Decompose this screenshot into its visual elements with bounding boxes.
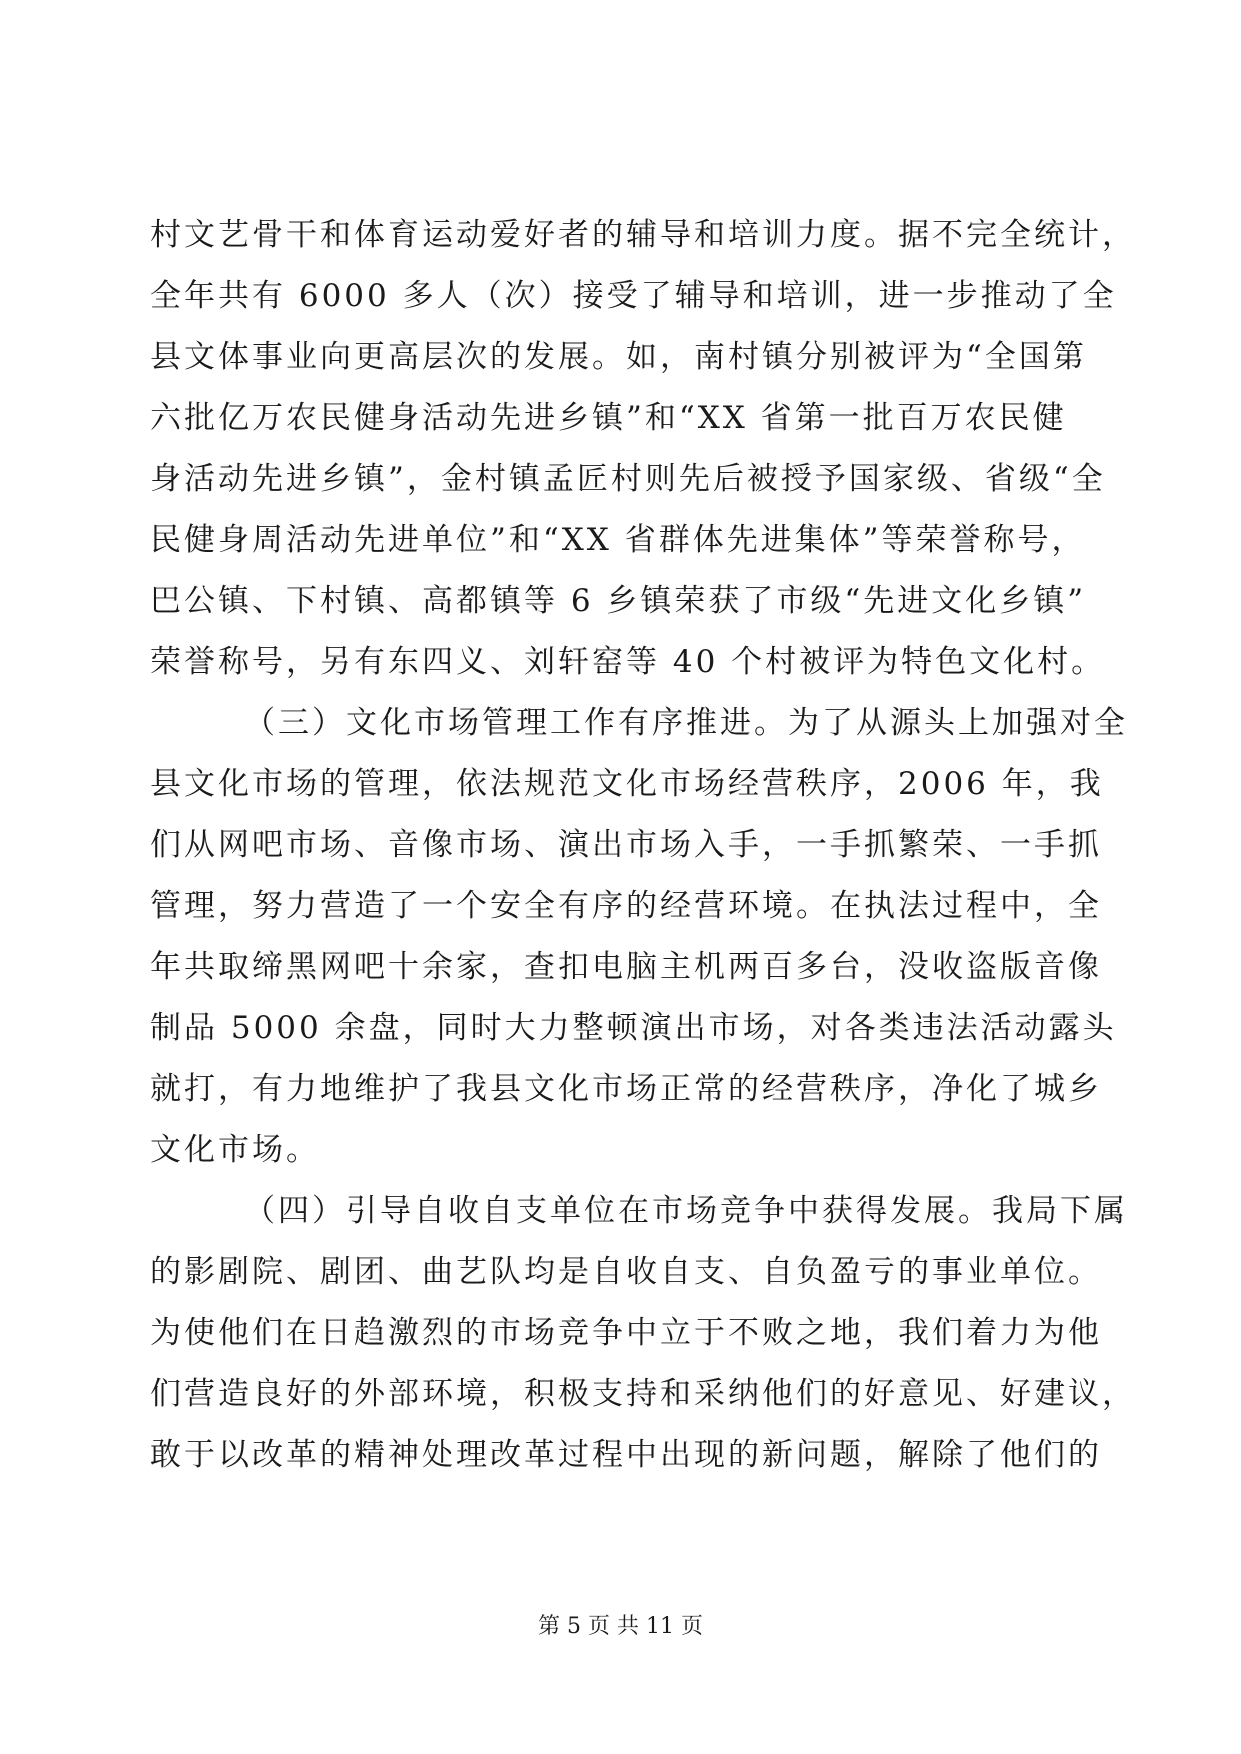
text-line: 全年共有 6000 多人（次）接受了辅导和培训，进一步推动了全 xyxy=(150,278,1117,314)
text-line: 们从网吧市场、音像市场、演出市场入手，一手抓繁荣、一手抓 xyxy=(150,827,1102,863)
text-line: 身活动先进乡镇”，金村镇孟匠村则先后被授予国家级、省级“全 xyxy=(150,461,1106,497)
text-line: 为使他们在日趋激烈的市场竞争中立于不败之地，我们着力为他 xyxy=(150,1315,1102,1351)
text-line: 管理，努力营造了一个安全有序的经营环境。在执法过程中，全 xyxy=(150,888,1102,924)
section-heading-line: （四）引导自收自支单位在市场竞争中获得发展。我局下属 xyxy=(244,1193,1128,1229)
text-line: 敢于以改革的精神处理改革过程中出现的新问题，解除了他们的 xyxy=(150,1437,1102,1473)
page-number-footer: 第 5 页 共 11 页 xyxy=(538,1614,703,1639)
text-line: 的影剧院、剧团、曲艺队均是自收自支、自负盈亏的事业单位。 xyxy=(150,1254,1102,1290)
text-line: 就打，有力地维护了我县文化市场正常的经营秩序，净化了城乡 xyxy=(150,1071,1102,1107)
text-line: 民健身周活动先进单位”和“XX 省群体先进集体”等荣誉称号， xyxy=(150,522,1086,558)
text-line: 县文体事业向更高层次的发展。如，南村镇分别被评为“全国第 xyxy=(150,339,1087,375)
document-body xyxy=(150,205,1136,1486)
text-line: 们营造良好的外部环境，积极支持和采纳他们的好意见、好建议， xyxy=(150,1376,1136,1412)
text-line: 年共取缔黑网吧十余家，查扣电脑主机两百多台，没收盗版音像 xyxy=(150,949,1102,985)
text-line: 巴公镇、下村镇、高都镇等 6 乡镇荣获了市级“先进文化乡镇” xyxy=(150,583,1087,619)
section-heading-line: （三）文化市场管理工作有序推进。为了从源头上加强对全 xyxy=(244,705,1128,741)
text-line: 荣誉称号，另有东四义、刘轩窑等 40 个村被评为特色文化村。 xyxy=(150,644,1106,680)
text-line: 县文化市场的管理，依法规范文化市场经营秩序，2006 年，我 xyxy=(150,766,1104,802)
text-line: 村文艺骨干和体育运动爱好者的辅导和培训力度。据不完全统计， xyxy=(150,217,1136,253)
text-line: 六批亿万农民健身活动先进乡镇”和“XX 省第一批百万农民健 xyxy=(150,400,1067,436)
text-line: 制品 5000 余盘，同时大力整顿演出市场，对各类违法活动露头 xyxy=(150,1010,1117,1046)
text-line: 文化市场。 xyxy=(150,1132,320,1168)
